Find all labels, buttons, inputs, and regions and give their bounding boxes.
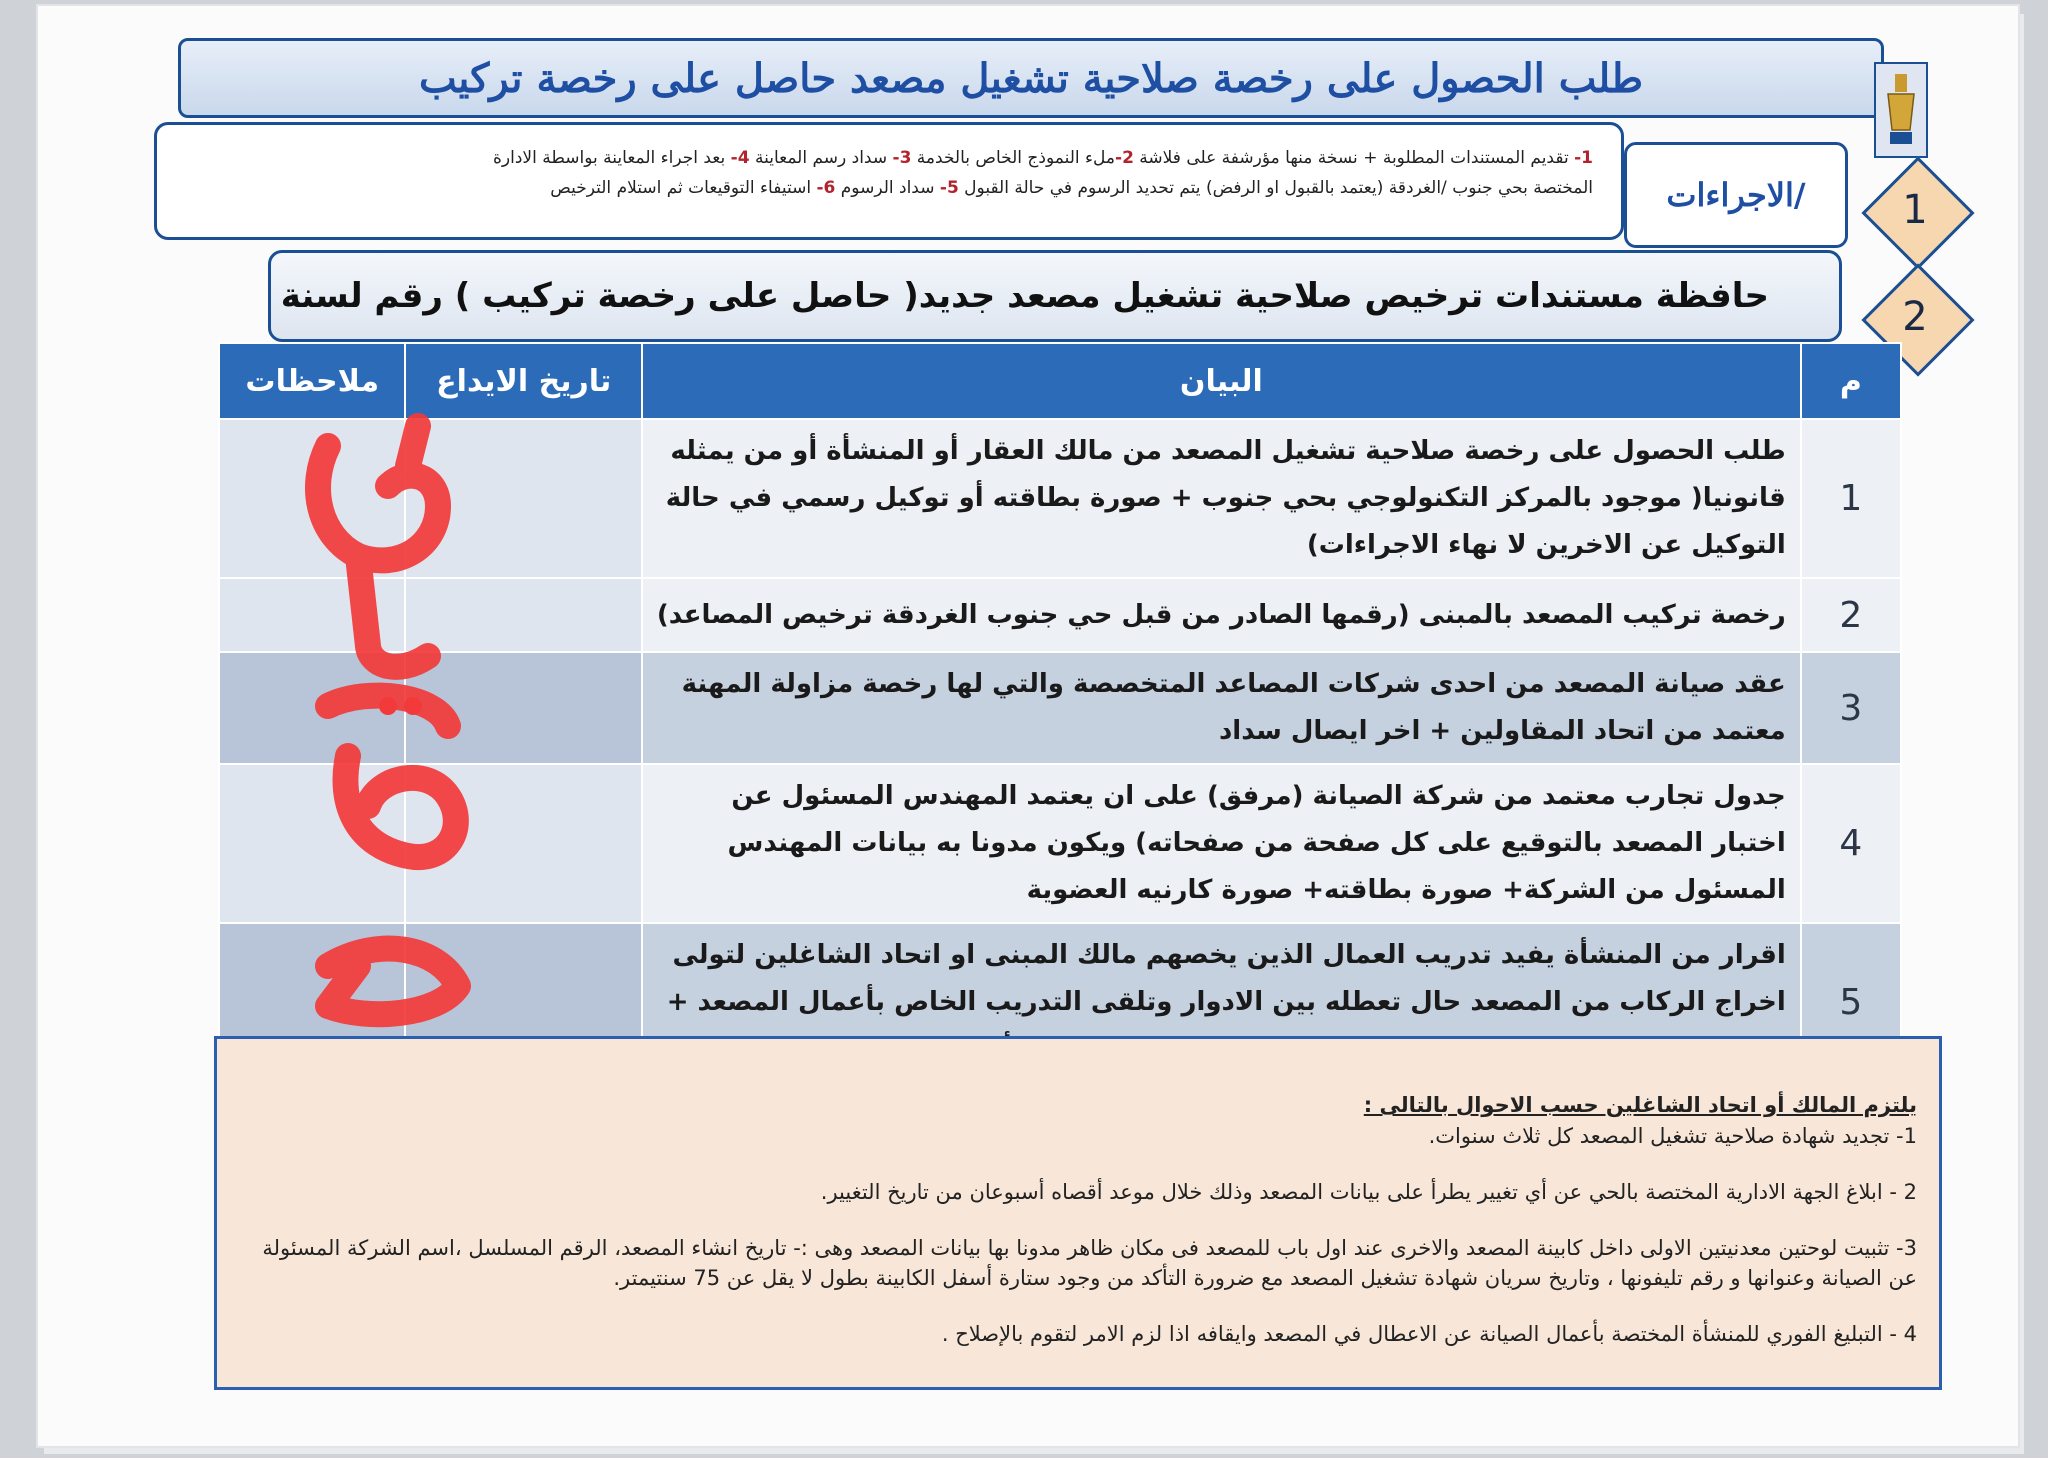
document-sheet xyxy=(38,6,2018,1446)
table-header-row xyxy=(219,343,1901,419)
procedure-step-text: استيفاء التوقيعات ثم استلام الترخيص xyxy=(550,178,817,198)
procedures-line-2 xyxy=(185,173,1593,203)
procedure-step-number: 2- xyxy=(1115,148,1134,168)
procedures-line-1 xyxy=(185,143,1593,173)
procedure-step-text: بعد اجراء المعاينة بواسطة الادارة xyxy=(492,148,731,168)
row-notes[interactable] xyxy=(219,652,405,764)
row-description: اقرار من المنشأة يفيد تدريب العمال الذين يخصهم مالك المبنى او اتحاد الشاغلين لتولى اخراج الركاب من المصعد حال تعطله بين الادوار وتلقى التدريب الخاص بأعمال المصعد + xyxy=(642,923,1801,1082)
obligation-item: 1- تجديد شهادة صلاحية تشغيل المصعد كل ثلاث سنوات. xyxy=(1428,1124,1917,1148)
table-row xyxy=(219,578,1901,652)
obligation-item: 2 - ابلاغ الجهة الادارية المختصة بالحي عن أي تغيير يطرأ على بيانات المصعد وذلك خلال موعد أقصاه أسبوعان من تاريخ التغيير. xyxy=(820,1180,1917,1204)
procedures-label: الاجراءات/ xyxy=(1624,142,1848,248)
step-2-number: 2 xyxy=(1902,294,1928,340)
row-notes[interactable] xyxy=(219,578,405,652)
emblem-icon xyxy=(1884,70,1918,150)
procedure-step-number: 3- xyxy=(892,148,912,168)
table-row xyxy=(219,652,1901,764)
documents-folder-heading xyxy=(268,250,1842,342)
obligation-item: 3- تثبيت لوحتين معدنيتين الاولى داخل كابينة المصعد والاخرى عند اول باب للمصعد فى مكان ظاهر مدونا بها بيانات المصعد وهى :- تاريخ انشاء المصعد، الرقم المسلسل ،اسم الشركة المسئولة عن الصيانة وعنوانها و رقم تليفونها ، وتاريخ سريان شهادة تشغيل المصعد مع ضرورة التأكد من وجود ستارة أسفل الكابينة بطول لا يقل عن 75 سنتيمتر. xyxy=(262,1236,1917,1290)
row-deposit-date[interactable] xyxy=(405,764,642,923)
procedure-step-text: تقديم المستندات المطلوبة + نسخة منها مؤرشفة على فلاشة xyxy=(1133,148,1575,168)
col-notes-header: ملاحظات xyxy=(219,343,405,419)
row-description: طلب الحصول على رخصة صلاحية تشغيل المصعد من مالك العقار أو المنشأة أو من يمثله قانونيا( موجود بالمركز التكنولوجي بحي جنوب + صورة بطاقته أو توكيل رسمي في حالة التوكيل عن الاخرين لا نهاء الاجراءات) xyxy=(642,419,1801,578)
procedure-step-text: ملء النموذج الخاص بالخدمة xyxy=(911,148,1115,168)
row-description: رخصة تركيب المصعد بالمبنى (رقمها الصادر من قبل حي جنوب الغردقة ترخيص المصاعد) xyxy=(642,578,1801,652)
emblem-logo xyxy=(1874,62,1928,158)
procedure-step-text: المختصة بحي جنوب /الغردقة (يعتمد بالقبول او الرفض) يتم تحديد الرسوم في حالة القبول xyxy=(958,178,1593,198)
table-row xyxy=(219,764,1901,923)
procedures-text xyxy=(154,122,1624,240)
row-number: 5 xyxy=(1801,923,1901,1082)
table-row xyxy=(219,419,1901,578)
procedure-step-number: 1- xyxy=(1574,148,1593,168)
obligation-item: 4 - التبليغ الفوري للمنشأة المختصة بأعمال الصيانة عن الاعطال في المصعد وايقافه اذا لزم الامر لتقوم بالإصلاح . xyxy=(941,1322,1917,1346)
col-num-header: م xyxy=(1801,343,1901,419)
col-desc-header: البيان xyxy=(642,343,1801,419)
procedure-step-number: 5- xyxy=(939,178,959,198)
col-date-header: تاريخ الايداع xyxy=(405,343,642,419)
procedure-step-number: 6- xyxy=(816,178,836,198)
owner-obligations-box xyxy=(214,1036,1942,1390)
row-deposit-date[interactable] xyxy=(405,578,642,652)
obligations-heading: يلتزم المالك أو اتحاد الشاغلين حسب الاحوال بالتالى : xyxy=(1363,1093,1917,1117)
row-description: جدول تجارب معتمد من شركة الصيانة (مرفق) على ان يعتمد المهندس المسئول عن اختبار المصعد بالتوقيع على كل صفحة من صفحاته) ويكون مدونا به بيانات المهندس المسئول من الشركة+ صورة بطاقته+ صورة كارنيه العضوية xyxy=(642,764,1801,923)
procedure-step-text: سداد الرسوم xyxy=(835,178,940,198)
row-deposit-date[interactable] xyxy=(405,419,642,578)
step-1-number: 1 xyxy=(1902,187,1928,233)
procedure-step-number: 4- xyxy=(730,148,750,168)
row-deposit-date[interactable] xyxy=(405,652,642,764)
row-notes[interactable] xyxy=(219,419,405,578)
procedure-step-text: سداد رسم المعاينة xyxy=(749,148,893,168)
row-description: عقد صيانة المصعد من احدى شركات المصاعد المتخصصة والتي لها رخصة مزاولة المهنة معتمد من اتحاد المقاولين + اخر ايصال سداد xyxy=(642,652,1801,764)
row-number: 2 xyxy=(1801,578,1901,652)
title-banner xyxy=(178,38,1884,118)
folder-title: حافظة مستندات ترخيص صلاحية تشغيل مصعد جديد( حاصل على رخصة تركيب ) رقم لسنة xyxy=(280,276,1769,316)
row-number: 4 xyxy=(1801,764,1901,923)
page-title: طلب الحصول على رخصة صلاحية تشغيل مصعد حاصل على رخصة تركيب xyxy=(418,54,1644,102)
documents-table xyxy=(218,342,1902,1083)
row-number: 3 xyxy=(1801,652,1901,764)
row-number: 1 xyxy=(1801,419,1901,578)
row-notes[interactable] xyxy=(219,764,405,923)
